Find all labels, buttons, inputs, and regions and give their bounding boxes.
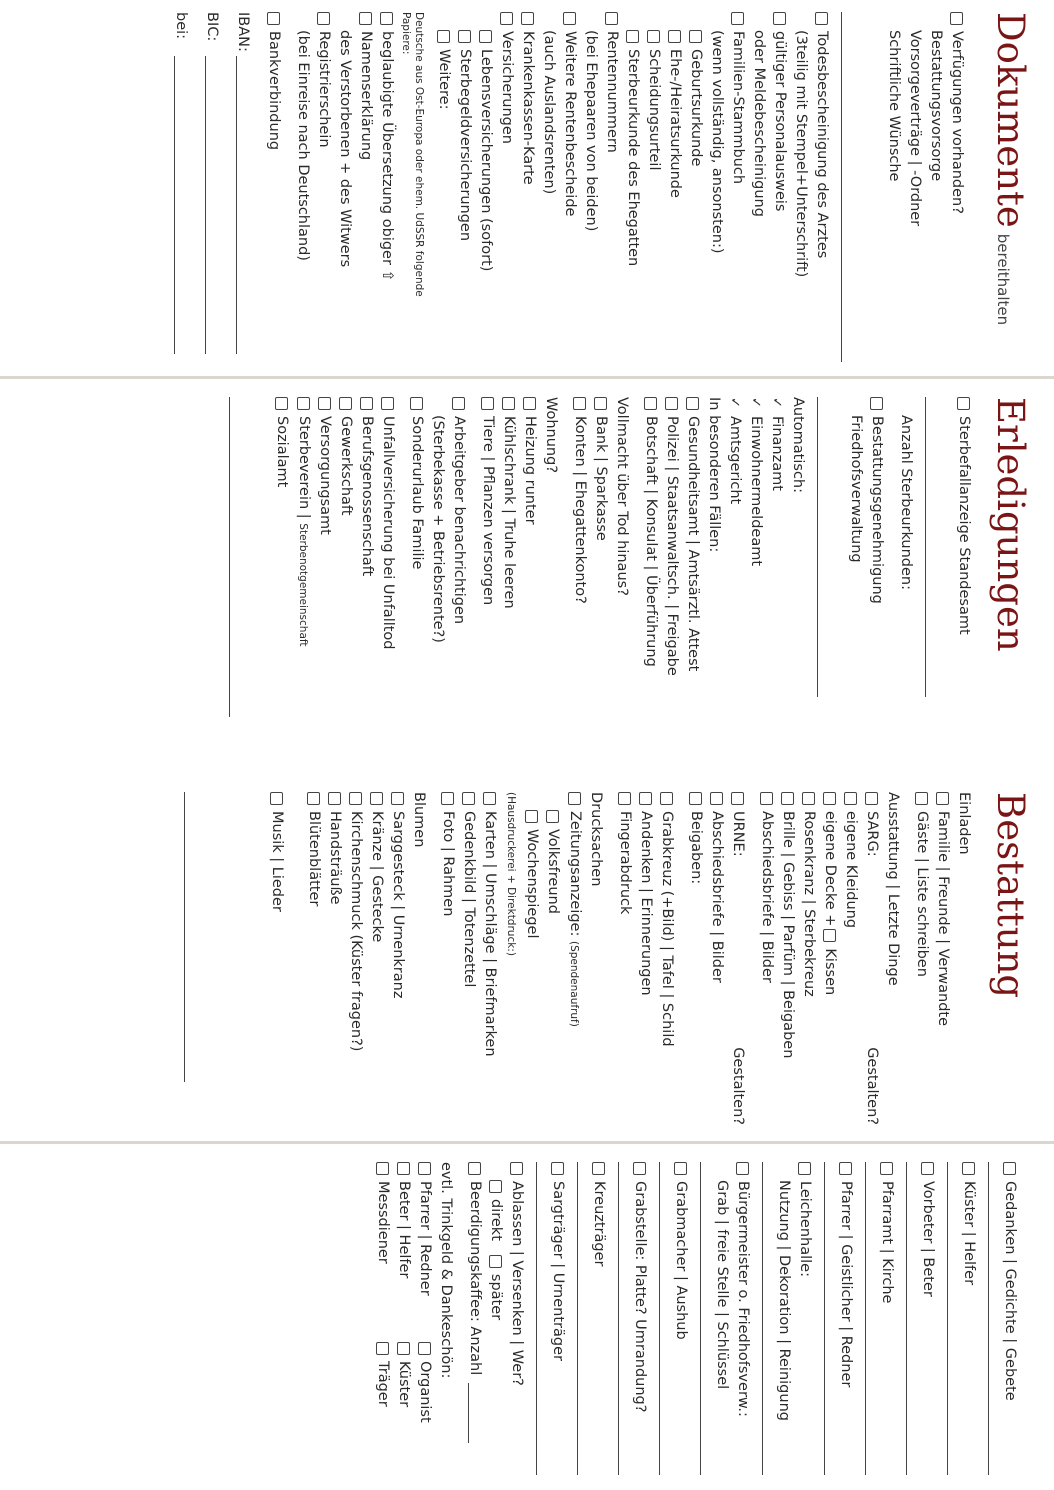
divider (577, 1162, 579, 1475)
druck-note: (Hausdruckerei + Direktdruck:) (505, 792, 517, 956)
list-item[interactable]: Gedanken | Gedichte | Gebete (999, 1162, 1020, 1475)
checkbox[interactable] (462, 792, 475, 805)
checkbox[interactable] (418, 1162, 431, 1175)
checkbox[interactable] (318, 397, 331, 410)
list-item[interactable]: Grabmacher | Aushub (670, 1162, 691, 1475)
list-item[interactable]: Versicherungen (496, 12, 517, 362)
checkbox[interactable] (865, 792, 878, 805)
drucksachen-label: Drucksachen (588, 792, 604, 887)
checkbox[interactable] (489, 1255, 502, 1268)
checkbox[interactable] (376, 1162, 389, 1175)
checkbox[interactable] (957, 397, 970, 410)
checkbox[interactable] (500, 12, 513, 25)
checkbox[interactable] (760, 792, 773, 805)
list-item[interactable]: Grabstelle: Platte? Umrandung? (629, 1162, 650, 1475)
list-item[interactable]: Handsträuße (324, 792, 345, 1125)
checkbox[interactable] (297, 397, 310, 410)
list-item[interactable]: Abschiedsbriefe | Bilder (756, 792, 777, 1125)
checkbox[interactable] (689, 792, 702, 805)
checkbox[interactable] (674, 1162, 687, 1175)
checkbox[interactable] (521, 12, 534, 25)
divider (229, 397, 231, 717)
list-item[interactable]: Sarggesteck | Urnenkranz (387, 792, 408, 1125)
panel-erledigungen (0, 385, 1054, 765)
list-item[interactable]: Leichenhalle: (794, 1162, 815, 1475)
list-item[interactable]: Ablassen | Versenken | Wer? (506, 1162, 527, 1475)
vollmacht-label: Vollmacht über Tod hinaus? (614, 397, 630, 596)
list-item[interactable]: Brille | Gebiss | Parfüm | Beigaben (777, 792, 798, 1125)
list-item: des Verstorbenen + des Witwers (337, 30, 353, 268)
list-item: (Sterbekasse + Betriebsrente?) (430, 415, 446, 643)
automatisch-label: Automatisch: (790, 397, 806, 493)
list-item[interactable]: Unfallversicherung bei Unfalltod (377, 397, 398, 755)
einladen-label: Einladen (956, 792, 972, 855)
checkbox[interactable] (479, 30, 492, 43)
checkbox[interactable] (502, 397, 515, 410)
list-item[interactable]: Berufsgenossenschaft (356, 397, 377, 755)
list-item[interactable]: Pfarrer | Geistlicher | Redner (835, 1162, 856, 1475)
list-item[interactable]: Versorgungsamt (314, 397, 335, 755)
list-item[interactable]: Sterbeverein | Sterbenotgemeinschaft (292, 397, 314, 755)
checkbox[interactable] (418, 1342, 431, 1355)
checkbox[interactable] (798, 1162, 811, 1175)
checkbox[interactable] (452, 397, 465, 410)
list-item[interactable]: Gewerkschaft (335, 397, 356, 755)
checkbox[interactable] (525, 810, 538, 823)
list-item[interactable]: Gedenkbild | Totenzettel (458, 792, 479, 1125)
checkbox[interactable] (481, 397, 494, 410)
checkbox[interactable] (380, 12, 393, 25)
checkbox[interactable] (349, 792, 362, 805)
list-item[interactable]: Wochenspiegel (521, 792, 542, 1125)
checkbox[interactable] (568, 792, 581, 805)
list-item[interactable]: Beigaben: (685, 792, 706, 1125)
dank-row: Beter | Helfer Küster (393, 1162, 414, 1475)
divider (536, 1162, 538, 1475)
checkbox[interactable] (633, 1162, 646, 1175)
list-item[interactable]: Foto | Rahmen (437, 792, 458, 1125)
list-item[interactable]: Gäste | Liste schreiben (911, 792, 932, 1125)
divider (906, 1162, 908, 1475)
list-item[interactable]: Bankverbindung (263, 12, 284, 362)
list-item[interactable]: Tiere | Pflanzen versorgen (477, 397, 498, 755)
list-item: ✓ Finanzamt (766, 397, 787, 755)
list-item[interactable]: Sozialamt (271, 397, 292, 755)
checkbox[interactable] (660, 792, 673, 805)
list-item: Grab | freie Stelle | Schlüssel (714, 1180, 730, 1390)
dokumente-subtitle: bereithalten (994, 233, 1012, 326)
list-item[interactable]: eigene Decke + Kissen (819, 792, 840, 1125)
panel-bestattung (0, 780, 1054, 1135)
list-item: Friedhofsverwaltung (848, 415, 864, 563)
list-item[interactable]: Todesbescheinigung des Arztes (811, 12, 832, 362)
divider (817, 397, 819, 697)
list-item[interactable]: Verfügungen vorhanden? (946, 12, 967, 362)
ablassen-options: direkt später (485, 1162, 506, 1475)
list-item[interactable]: Krankenkassen-Karte (517, 12, 538, 362)
bei-field[interactable]: bei: (170, 12, 191, 362)
checkbox[interactable] (731, 792, 744, 805)
checkbox[interactable] (270, 792, 283, 805)
list-item[interactable]: Rosenkranz | Sterbekreuz (798, 792, 819, 1125)
list-item[interactable]: Abschiedsbriefe | Bilder (706, 792, 727, 1125)
checkbox[interactable] (815, 12, 828, 25)
checkbox[interactable] (370, 792, 383, 805)
divider (925, 397, 927, 697)
divider (824, 1162, 826, 1475)
checkbox[interactable] (802, 792, 815, 805)
checkbox[interactable] (647, 30, 660, 43)
checkbox[interactable] (736, 1162, 749, 1175)
checkbox[interactable] (844, 792, 857, 805)
checkbox[interactable] (468, 1162, 481, 1175)
checkbox[interactable] (689, 30, 702, 43)
list-item[interactable]: Bürgermeister o. Friedhofsverw.: (732, 1162, 753, 1475)
list-item[interactable]: Weitere Rentenbescheide (559, 12, 580, 362)
divider (865, 1162, 867, 1475)
checkbox[interactable] (710, 792, 723, 805)
trinkgeld-label: evtl. Trinkgeld & Dankeschön: (438, 1162, 454, 1379)
list-item[interactable]: Sterbegeldversicherungen (454, 12, 475, 362)
list-item[interactable]: Ehe-/Heiratsurkunde (664, 12, 685, 362)
checkbox[interactable] (381, 397, 394, 410)
checkbox[interactable] (839, 1162, 852, 1175)
divider (659, 1162, 661, 1475)
check-icon: ✓ (748, 397, 763, 408)
bestattung-title: Bestattung (989, 792, 1032, 999)
checkbox[interactable] (665, 397, 678, 410)
ausstattung-label: Ausstattung | Letzte Dinge (885, 792, 901, 986)
checkbox[interactable] (391, 792, 404, 805)
checkbox[interactable] (307, 792, 320, 805)
checkbox[interactable] (823, 792, 836, 805)
checkbox[interactable] (489, 1180, 502, 1193)
checkbox[interactable] (686, 397, 699, 410)
divider (988, 1162, 990, 1475)
checkbox[interactable] (317, 12, 330, 25)
panel-ablauf (0, 1150, 1054, 1485)
list-item[interactable]: Familie | Freunde | Verwandte (932, 792, 953, 1125)
checkbox[interactable] (410, 397, 423, 410)
checkbox[interactable] (563, 12, 576, 25)
list-item: Schriftliche Wünsche (886, 30, 902, 182)
erledigungen-title: Erledigungen (989, 397, 1032, 652)
list-item[interactable]: Polizei | Staatsanwaltsch. | Freigabe (661, 397, 682, 755)
list-item[interactable]: Grabkreuz (+Bild) | Tafel | Schild (656, 792, 677, 1125)
list-item: Bestattungsvorsorge (928, 30, 944, 182)
checkbox[interactable] (731, 12, 744, 25)
list-item: (bei Einreise nach Deutschland) (295, 30, 311, 261)
list-item[interactable]: eigene Kleidung (840, 792, 861, 1125)
list-item[interactable]: Rentennummern (601, 12, 622, 362)
checkbox[interactable] (936, 792, 949, 805)
fold-separator (0, 376, 1054, 379)
divider (618, 1162, 620, 1475)
checkbox[interactable] (781, 792, 794, 805)
note-text: Deutsche aus Ost-Europa oder ehem. UdSSR folgende Papiere: (400, 12, 425, 297)
checkbox[interactable] (359, 12, 372, 25)
list-item[interactable]: Küster | Helfer (958, 1162, 979, 1475)
fold-separator (0, 1141, 1054, 1144)
list-item[interactable]: Kreuzträger (588, 1162, 609, 1475)
divider (184, 792, 186, 1082)
list-item: (wenn vollständig, ansonsten:) (709, 30, 725, 254)
bic-field[interactable]: BIC: (201, 12, 222, 362)
anzahl-label: Anzahl Sterbeurkunden: (898, 415, 914, 591)
checkbox[interactable] (437, 30, 450, 43)
dokumente-title: Dokumentebereithalten (989, 12, 1032, 326)
checkbox[interactable] (594, 397, 607, 410)
list-item[interactable]: Botschaft | Konsulat | Überführung (640, 397, 661, 755)
list-item[interactable]: Kirchenschmuck (Küster fragen?) (345, 792, 366, 1125)
list-item[interactable]: Konten | Ehegattenkonto? (569, 397, 590, 755)
list-item[interactable]: Vorbeter | Beter (917, 1162, 938, 1475)
dank-row: Messdiener Träger (372, 1162, 393, 1475)
divider (947, 1162, 949, 1475)
checkbox[interactable] (523, 397, 536, 410)
list-item[interactable]: Musik | Lieder (266, 792, 287, 1125)
list-item[interactable]: URNE: Gestalten? (727, 792, 748, 1125)
list-item[interactable]: Heizung runter (519, 397, 540, 755)
checkbox[interactable] (880, 1162, 893, 1175)
checkbox[interactable] (639, 792, 652, 805)
checkbox[interactable] (483, 792, 496, 805)
checkbox[interactable] (823, 929, 836, 942)
iban-field[interactable]: IBAN: (232, 12, 253, 362)
checkbox[interactable] (458, 30, 471, 43)
list-item[interactable]: Sterbefallanzeige Standesamt (953, 397, 974, 755)
checkbox[interactable] (267, 12, 280, 25)
checkbox[interactable] (870, 397, 883, 410)
check-icon: ✓ (769, 397, 784, 408)
list-item[interactable]: Scheidungsurteil (643, 12, 664, 362)
list-item[interactable]: Kränze | Gestecke (366, 792, 387, 1125)
checkbox[interactable] (921, 1162, 934, 1175)
list-item[interactable]: Volksfreund (542, 792, 563, 1125)
list-item[interactable]: Sterbeurkunde des Ehegatten (622, 12, 643, 362)
list-item[interactable]: Kühlschrank | Truhe leeren (498, 397, 519, 755)
list-item[interactable]: SARG: Gestalten? (861, 792, 882, 1125)
checkbox[interactable] (376, 1342, 389, 1355)
checkbox[interactable] (551, 1162, 564, 1175)
checkbox[interactable] (592, 1162, 605, 1175)
checkbox[interactable] (275, 397, 288, 410)
checkbox[interactable] (915, 792, 928, 805)
checkbox[interactable] (397, 1162, 410, 1175)
divider (700, 1162, 702, 1475)
list-item: Nutzung | Dekoration | Reinigung (776, 1180, 792, 1421)
list-item[interactable]: beglaubigte Übersetzung obiger ⇧ (376, 12, 397, 362)
checkbox[interactable] (441, 792, 454, 805)
checkbox[interactable] (644, 397, 657, 410)
list-item[interactable]: Blütenblätter (303, 792, 324, 1125)
list-item: (auch Auslandsrenten) (541, 30, 557, 195)
list-item[interactable]: Andenken | Erinnerungen (635, 792, 656, 1125)
checkbox[interactable] (1003, 1162, 1016, 1175)
checkbox[interactable] (950, 12, 963, 25)
list-item: (bei Ehepaaren von beiden) (583, 30, 599, 232)
dank-row: Pfarrer | Redner Organist (414, 1162, 435, 1475)
list-item[interactable]: Familien-Stammbuch (727, 12, 748, 362)
checkbox[interactable] (360, 397, 373, 410)
list-item: (3teilig mit Stempel+Unterschrift) (793, 30, 809, 278)
divider (762, 1162, 764, 1475)
list-item[interactable]: Zeitungsanzeige: (Spendenaufruf) (563, 792, 585, 1125)
checkbox[interactable] (573, 397, 586, 410)
checkbox[interactable] (773, 12, 786, 25)
list-item[interactable]: Registrierschein (313, 12, 334, 362)
list-item[interactable]: Arbeitgeber benachrichtigen (448, 397, 469, 755)
list-item[interactable]: Weitere: (433, 12, 454, 362)
checkbox[interactable] (397, 1342, 410, 1355)
list-item[interactable]: Bestattungsgenehmigung (866, 397, 887, 755)
list-item[interactable]: Karten | Umschläge | Briefmarken (479, 792, 500, 1125)
blumen-label: Blumen (411, 792, 427, 848)
checkbox[interactable] (339, 397, 352, 410)
checkbox[interactable] (546, 810, 559, 823)
checkbox[interactable] (668, 30, 681, 43)
list-item[interactable]: Namenserklärung (355, 12, 376, 362)
wohnung-label: Wohnung? (543, 397, 559, 474)
list-item[interactable]: Gesundheitsamt | Amtsärztl. Attest (682, 397, 703, 755)
list-item[interactable]: Beerdigungskaffee: Anzahl (464, 1162, 485, 1475)
list-item: ✓ Einwohnermeldeamt (745, 397, 766, 755)
list-item[interactable]: Lebensversicherungen (sofort) (475, 12, 496, 362)
check-icon: ✓ (727, 397, 742, 408)
list-item[interactable]: Sargträger | Urnenträger (547, 1162, 568, 1475)
checkbox[interactable] (626, 30, 639, 43)
list-item: oder Meldebescheinigung (751, 30, 767, 217)
checkbox[interactable] (618, 792, 631, 805)
besonders-label: In besonderen Fällen: (706, 397, 722, 553)
checkbox[interactable] (510, 1162, 523, 1175)
checkbox[interactable] (328, 792, 341, 805)
list-item[interactable]: Bank | Sparkasse (590, 397, 611, 755)
list-item[interactable]: Fingerabdruck (614, 792, 635, 1125)
list-item[interactable]: Sonderurlaub Familie (406, 397, 427, 755)
panel-dokumente (0, 0, 1054, 372)
divider (841, 12, 843, 362)
checkbox[interactable] (605, 12, 618, 25)
list-item[interactable]: Geburtsurkunde (685, 12, 706, 362)
list-item[interactable]: gültiger Personalausweis (769, 12, 790, 362)
checkbox[interactable] (962, 1162, 975, 1175)
list-item[interactable]: Pfarramt | Kirche (876, 1162, 897, 1475)
list-item: Vorsorgeverträge | -Ordner (907, 30, 923, 227)
list-item: ✓ Amtsgericht (724, 397, 745, 755)
